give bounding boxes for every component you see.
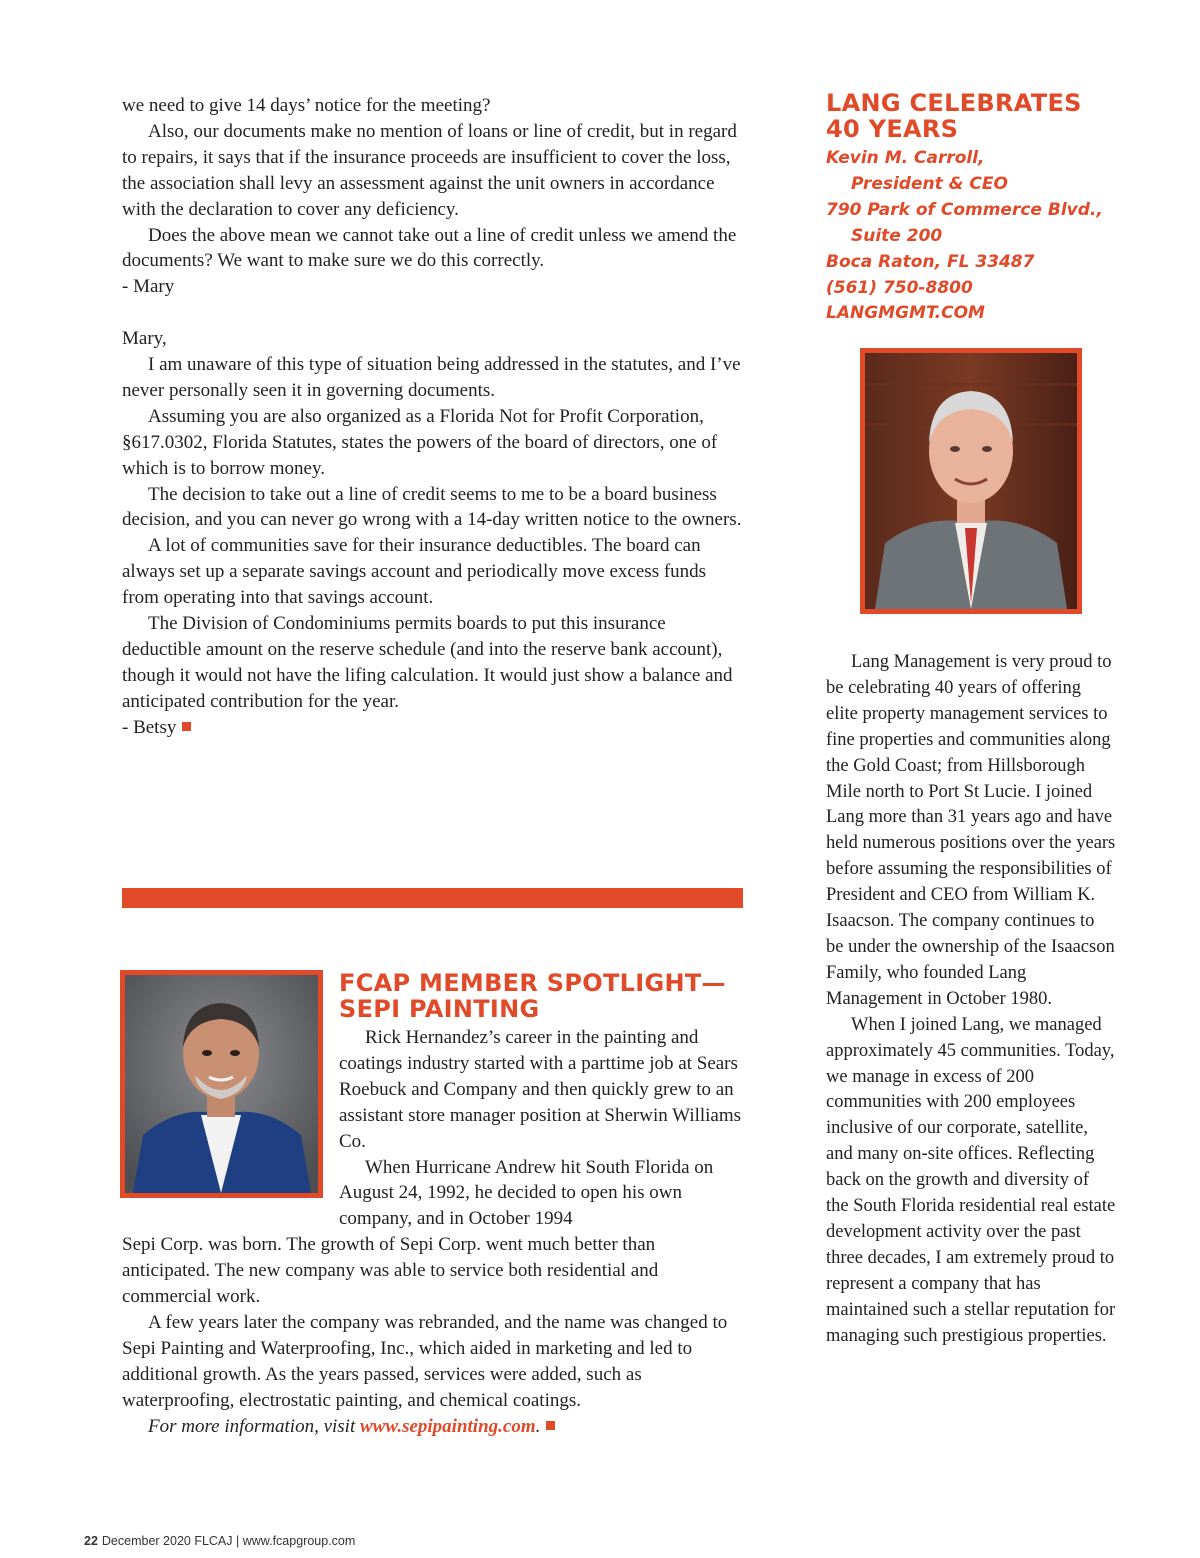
lang-ceo-photo xyxy=(860,348,1082,614)
lang-city: Boca Raton, FL 33487 xyxy=(826,251,1035,272)
lang-website[interactable]: LANGMGMT.COM xyxy=(826,303,985,324)
section-divider xyxy=(122,888,743,908)
spotlight-paragraph: When Hurricane Andrew hit South Florida on August 24, 1992, he decided to open his own company, and in October 1994 xyxy=(339,1156,714,1230)
lang-paragraph: When I joined Lang, we managed approximately 45 communities. Today, we manage in excess of 200 communities with 200 employees inclusive of our corporate, satellite, and many on-site offices. Reflecting back on the growth and diversity of the South Florida residential real estate development activity over the past three decades, I am extremely proud to represent a company that has maintained such a stellar reputation for managing such prestigious properties. xyxy=(826,1014,1116,1346)
lang-title xyxy=(826,90,1082,142)
more-suffix: . xyxy=(535,1415,541,1437)
spotlight-title xyxy=(339,970,726,1022)
lang-name: Kevin M. Carroll, xyxy=(826,148,985,168)
page-number: 22 xyxy=(84,1534,98,1548)
portrait-image xyxy=(865,353,1077,609)
reply-paragraph: A lot of communities save for their insurance deductibles. The board can always set up a separate savings account and periodically move excess funds from operating into that savings account. xyxy=(122,535,707,609)
spotlight-paragraph: Rick Hernandez’s career in the painting and coatings industry started with a parttime job at Sears Roebuck and Company and then quickly grew to an assistant store manager position at Sherwin Williams Co. xyxy=(339,1027,742,1152)
reply-paragraph: The Division of Condominiums permits boards to put this insurance deductible amount on the reserve schedule (and into the reserve bank account), though it would not have the lifing calculation. It would just show a balance and anticipated contribution for the year. xyxy=(122,613,733,712)
end-mark-icon xyxy=(546,1421,555,1430)
lang-role: President & CEO xyxy=(851,173,1008,194)
lang-title-line1: LANG CELEBRATES xyxy=(826,89,1082,117)
sepi-website-link[interactable]: www.sepipainting.com xyxy=(360,1415,536,1437)
page-footer xyxy=(84,1534,355,1548)
spotlight-body xyxy=(122,1025,744,1440)
signoff-text: - Betsy xyxy=(122,716,177,738)
spotlight-paragraph: Sepi Corp. was born. The growth of Sepi Corp. went much better than anticipated. The new company was able to service both residential and commercial work. xyxy=(122,1234,659,1308)
letter-paragraph: Does the above mean we cannot take out a line of credit unless we amend the documents? We want to make sure we do this correctly. xyxy=(122,224,737,272)
lang-contact xyxy=(826,146,1103,327)
footer-text: December 2020 FLCAJ | www.fcapgroup.com xyxy=(101,1534,356,1548)
spotlight-paragraph: A few years later the company was rebranded, and the name was changed to Sepi Painting and Waterproofing, Inc., which aided in marketing and led to additional growth. As the years passed, services were added, such as waterproofing, electrostatic painting, and chemical coatings. xyxy=(122,1311,728,1411)
reply-paragraph: The decision to take out a line of credit seems to me to be a board business decision, and you can never go wrong with a 14-day written notice to the owners. xyxy=(122,483,742,531)
letter-paragraph: Also, our documents make no mention of loans or line of credit, but in regard to repairs, it says that if the insurance proceeds are insufficient to cover the loss, the association shall levy an assessment against the unit owners in accordance with the declaration to cover any deficiency. xyxy=(122,120,737,220)
end-mark-icon xyxy=(182,722,191,731)
lang-title-line2: 40 YEARS xyxy=(826,115,959,143)
spotlight-title-line2: SEPI PAINTING xyxy=(339,995,540,1023)
reply-salutation: Mary, xyxy=(122,328,167,350)
spotlight-title-line1: FCAP MEMBER SPOTLIGHT— xyxy=(339,969,726,997)
reply-signoff xyxy=(122,715,744,741)
spotlight-more-info xyxy=(122,1414,744,1440)
letter-column xyxy=(122,93,744,741)
letter-paragraph: we need to give 14 days’ notice for the meeting? xyxy=(122,95,491,116)
reply-paragraph: Assuming you are also organized as a Florida Not for Profit Corporation, §617.0302, Florida Statutes, states the powers of the board of directors, one of which is to borrow money. xyxy=(122,405,718,479)
spotlight-wrap-region xyxy=(122,1025,744,1232)
lang-address1: 790 Park of Commerce Blvd., xyxy=(826,199,1103,220)
lang-address2: Suite 200 xyxy=(851,225,943,246)
lang-phone: (561) 750-8800 xyxy=(826,277,973,298)
lang-paragraph: Lang Management is very proud to be celebrating 40 years of offering elite property management services to fine properties and communities along the Gold Coast; from Hillsborough Mile north to Port St Lucie. I joined Lang more than 31 years ago and have held numerous positions over the years before assuming the responsibilities of President and CEO from William K. Isaacson. The company continues to be under the ownership of the Isaacson Family, who founded Lang Management in October 1980. xyxy=(826,652,1116,1009)
letter-signature: - Mary xyxy=(122,276,175,298)
reply-paragraph: I am unaware of this type of situation being addressed in the statutes, and I’ve never personally seen it in governing documents. xyxy=(122,354,741,401)
lang-body xyxy=(826,650,1116,1349)
more-prefix: For more information, visit xyxy=(148,1415,360,1437)
